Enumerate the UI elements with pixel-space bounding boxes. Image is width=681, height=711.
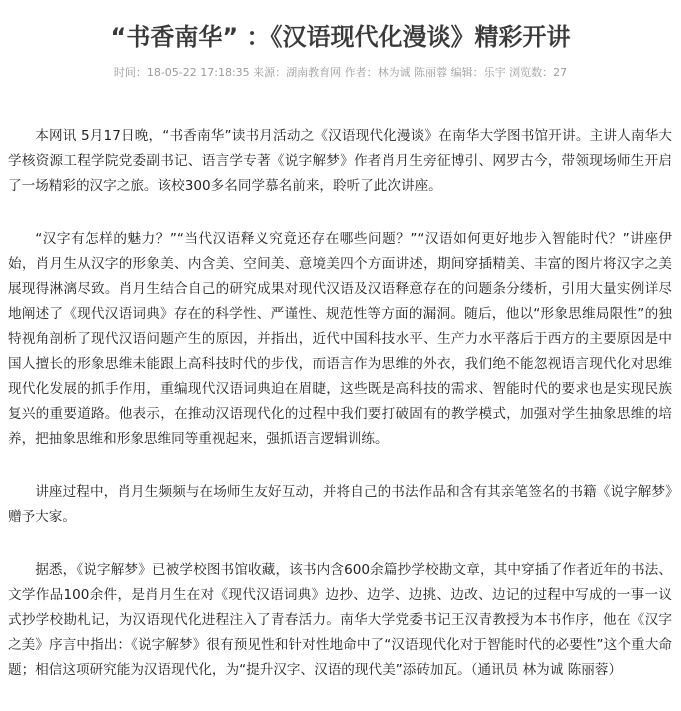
article-paragraph: 本网讯 5月17日晚，“书香南华”读书月活动之《汉语现代化漫谈》在南华大学图书馆开讲。主讲人南华大学核资源工程学院党委副书记、语言学专著《说字解梦》作者肖月生旁征博引、网罗古今，带领现场师生开启了一场精彩的汉字之旅。该校300多名同学慕名前来，聆听了此次讲座。 <box>8 128 672 194</box>
article-paragraph: 讲座过程中，肖月生频频与在场师生友好互动，并将自己的书法作品和含有其亲笔签名的书籍《说字解梦》赠予大家。 <box>8 484 672 525</box>
article-title: “书香南华” ：《汉语现代化漫谈》精彩开讲 <box>110 23 571 52</box>
meta-editor: 编辑：乐宇 <box>450 66 506 79</box>
article-paragraph: “汉字有怎样的魅力？”“当代汉语释义究竟还存在哪些问题？”“汉语如何更好地步入智能时代？”讲座伊始，肖月生从汉字的形象美、内含美、空间美、意境美四个方面讲述，期间穿插精美、丰富的图片将汉字之美展现得淋漓尽致。肖月生结合自己的研究成果对现代汉语及汉语释意存在的问题条分缕析，引用大量实例详尽地阐述了《现代汉语词典》存在的科学性、严谨性、规范性等方面的漏洞。随后，他以“形象思维局限性”的独特视角剖析了现代汉语问题产生的原因，并指出，近代中国科技水平、生产力水平落后于西方的主要原因是中国人擅长的形象思维未能跟上高科技时代的步伐，而语言作为思维的外衣，我们绝不能忽视语言现代化对思维现代化发展的抓手作用，重编现代汉语词典迫在眉睫，这些既是高科技的需求、智能时代的要求也是实现民族复兴的重要道路。他表示，在推动汉语现代化的过程中我们要打破固有的教学模式，加强对学生抽象思维的培养，把抽象思维和形象思维同等重视起来，强抓语言逻辑训练。 <box>8 231 672 447</box>
meta-source: 来源：湖南教育网 <box>253 66 342 79</box>
meta-author: 作者：林为诚 陈丽蓉 <box>344 66 448 79</box>
article-paragraph: 据悉，《说字解梦》已被学校图书馆收藏，该书内含600余篇抄学校勘文章，其中穿插了作者近年的书法、文学作品100余件，是肖月生在对《现代汉语词典》边抄、边学、边挑、边改、边记的过程中写成的一事一议式抄学校勘札记，为汉语现代化进程注入了青春活力。南华大学党委书记王汉青教授为本书作序，他在《汉字之美》序言中指出：《说字解梦》很有预见性和针对性地命中了“汉语现代化对于智能时代的必要性”这个重大命题；相信这项研究能为汉语现代化，为“提升汉字、汉语的现代美”添砖加瓦。（通讯员 林为诚 陈丽蓉） <box>8 562 672 678</box>
meta-views: 浏览数：27 <box>509 66 568 79</box>
article-body <box>8 124 672 711</box>
article-meta <box>0 64 681 82</box>
meta-time: 时间：18-05-22 17:18:35 <box>113 66 250 79</box>
